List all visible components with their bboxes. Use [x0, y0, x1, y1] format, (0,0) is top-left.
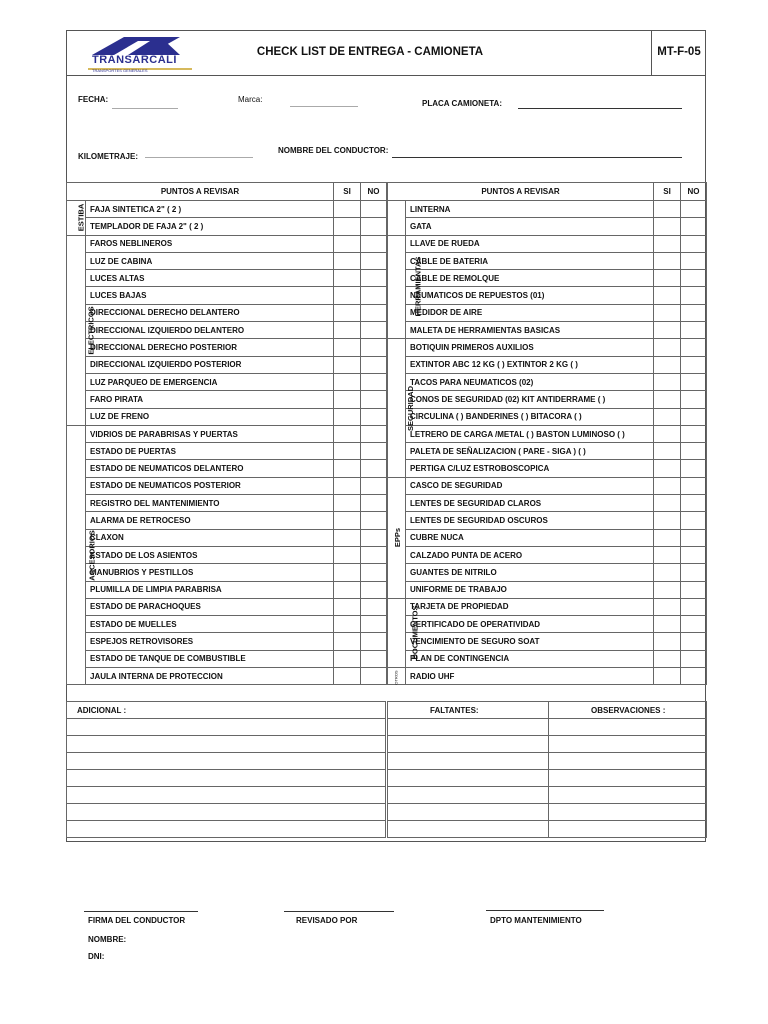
no-checkbox-cell[interactable] [681, 339, 707, 356]
category-label: ESTIBA [76, 204, 86, 232]
category-label: ACCESORIOS [87, 529, 97, 581]
checklist-row [388, 598, 707, 615]
no-checkbox-cell[interactable] [681, 581, 707, 598]
checklist-row [388, 322, 707, 339]
checklist-row [67, 391, 387, 408]
checklist-item-label: LETRERO DE CARGA /METAL ( ) BASTON LUMINOSO ( ) [406, 425, 654, 442]
fecha-label: FECHA: [78, 95, 109, 104]
no-checkbox-cell[interactable] [361, 495, 387, 512]
checklist-item-label: FAJA SINTETICA 2" ( 2 ) [86, 201, 334, 218]
checklist-item-label: MEDIDOR DE AIRE [406, 304, 654, 321]
checklist-row [67, 443, 387, 460]
checklist-item-label: BOTIQUIN PRIMEROS AUXILIOS [406, 339, 654, 356]
no-checkbox-cell[interactable] [361, 425, 387, 442]
si-checkbox-cell[interactable] [654, 356, 681, 373]
checklist-item-label: MANUBRIOS Y PESTILLOS [86, 564, 334, 581]
si-checkbox-cell[interactable] [334, 668, 361, 685]
faltantes-table [387, 701, 707, 838]
no-checkbox-cell[interactable] [681, 391, 707, 408]
no-checkbox-cell[interactable] [361, 270, 387, 287]
adicional-line[interactable] [67, 821, 386, 838]
checklist-item-label: CIRCULINA ( ) BANDERINES ( ) BITACORA ( ) [406, 408, 654, 425]
checklist-item-label: CONOS DE SEGURIDAD (02) KIT ANTIDERRAME ( ) [406, 391, 654, 408]
no-checkbox-cell[interactable] [361, 477, 387, 494]
conductor-input-line[interactable] [392, 157, 682, 158]
observaciones-line[interactable] [549, 736, 707, 753]
checklist-item-label: ESTADO DE LOS ASIENTOS [86, 546, 334, 563]
checklist-item-label: ESTADO DE PARACHOQUES [86, 598, 334, 615]
checklist-row [388, 443, 707, 460]
kilometraje-input-line[interactable] [145, 157, 253, 158]
checklist-item-label: DIRECCIONAL IZQUIERDO POSTERIOR [86, 356, 334, 373]
no-checkbox-cell[interactable] [361, 356, 387, 373]
observaciones-line[interactable] [549, 821, 707, 838]
si-checkbox-cell[interactable] [654, 546, 681, 563]
checklist-row [67, 356, 387, 373]
checklist-item-label: LUCES BAJAS [86, 287, 334, 304]
si-checkbox-cell[interactable] [334, 650, 361, 667]
checklist-row [67, 616, 387, 633]
si-checkbox-cell[interactable] [654, 391, 681, 408]
si-checkbox-cell[interactable] [654, 287, 681, 304]
checklist-row [388, 304, 707, 321]
si-checkbox-cell[interactable] [334, 616, 361, 633]
no-checkbox-cell[interactable] [361, 650, 387, 667]
checklist-row [388, 529, 707, 546]
si-checkbox-cell[interactable] [334, 408, 361, 425]
no-header: NO [681, 183, 707, 201]
checklist-item-label: CERTIFICADO DE OPERATIVIDAD [406, 616, 654, 633]
checklist-row [388, 408, 707, 425]
no-checkbox-cell[interactable] [681, 304, 707, 321]
category-cell [388, 339, 416, 477]
checklist-item-label: FAROS NEBLINEROS [86, 235, 334, 252]
faltantes-label: FALTANTES: [388, 702, 549, 719]
si-checkbox-cell[interactable] [654, 581, 681, 598]
category-label: HERRAMIENTAS [413, 257, 423, 317]
no-checkbox-cell[interactable] [681, 235, 707, 252]
faltantes-line[interactable] [388, 787, 549, 804]
checklist-row [67, 252, 387, 269]
no-checkbox-cell[interactable] [681, 218, 707, 235]
no-checkbox-cell[interactable] [361, 512, 387, 529]
si-checkbox-cell[interactable] [334, 529, 361, 546]
no-checkbox-cell[interactable] [361, 322, 387, 339]
checklist-row [67, 408, 387, 425]
checklist-row [388, 235, 707, 252]
faltantes-line[interactable] [388, 753, 549, 770]
no-checkbox-cell[interactable] [681, 356, 707, 373]
si-checkbox-cell[interactable] [654, 616, 681, 633]
checklist-item-label: LUZ DE FRENO [86, 408, 334, 425]
no-checkbox-cell[interactable] [681, 598, 707, 615]
si-checkbox-cell[interactable] [654, 460, 681, 477]
si-checkbox-cell[interactable] [654, 339, 681, 356]
firma-conductor-label: FIRMA DEL CONDUCTOR [88, 916, 186, 925]
checklist-item-label: CUBRE NUCA [406, 529, 654, 546]
no-checkbox-cell[interactable] [681, 287, 707, 304]
si-checkbox-cell[interactable] [334, 443, 361, 460]
no-checkbox-cell[interactable] [361, 529, 387, 546]
checklist-item-label: VIDRIOS DE PARABRISAS Y PUERTAS [86, 425, 334, 442]
checklist-row [67, 304, 387, 321]
adicional-line[interactable] [67, 770, 386, 787]
checklist-item-label: ESTADO DE TANQUE DE COMBUSTIBLE [86, 650, 334, 667]
checklist-item-label: TEMPLADOR DE FAJA 2" ( 2 ) [86, 218, 334, 235]
nombre-label: NOMBRE: [88, 935, 127, 944]
checklist-item-label: CASCO DE SEGURIDAD [406, 477, 654, 494]
checklist-item-label: LUZ PARQUEO DE EMERGENCIA [86, 373, 334, 390]
si-checkbox-cell[interactable] [334, 633, 361, 650]
checklist-row [388, 201, 707, 218]
si-checkbox-cell[interactable] [334, 460, 361, 477]
no-checkbox-cell[interactable] [361, 460, 387, 477]
checklist-row [67, 512, 387, 529]
adicional-label: ADICIONAL : [67, 702, 386, 719]
faltantes-line[interactable] [388, 770, 549, 787]
checklist-row [388, 581, 707, 598]
si-checkbox-cell[interactable] [654, 598, 681, 615]
checklist-item-label: ESPEJOS RETROVISORES [86, 633, 334, 650]
checklist-row [388, 460, 707, 477]
checklist-row [388, 650, 707, 667]
no-checkbox-cell[interactable] [681, 201, 707, 218]
si-checkbox-cell[interactable] [334, 477, 361, 494]
observaciones-line[interactable] [549, 804, 707, 821]
si-checkbox-cell[interactable] [334, 322, 361, 339]
si-checkbox-cell[interactable] [334, 235, 361, 252]
checklist-item-label: TARJETA DE PROPIEDAD [406, 598, 654, 615]
si-checkbox-cell[interactable] [654, 235, 681, 252]
checklist-row [388, 546, 707, 563]
no-checkbox-cell[interactable] [361, 218, 387, 235]
no-checkbox-cell[interactable] [681, 650, 707, 667]
checklist-item-label: ESTADO DE MUELLES [86, 616, 334, 633]
firma-conductor-line[interactable] [84, 911, 198, 912]
checklist-item-label: UNIFORME DE TRABAJO [406, 581, 654, 598]
checklist-row [67, 339, 387, 356]
si-checkbox-cell[interactable] [654, 477, 681, 494]
no-checkbox-cell[interactable] [361, 598, 387, 615]
si-checkbox-cell[interactable] [654, 495, 681, 512]
si-checkbox-cell[interactable] [654, 512, 681, 529]
checklist-item-label: MALETA DE HERRAMIENTAS BASICAS [406, 322, 654, 339]
checklist-row [67, 546, 387, 563]
checklist-row [67, 425, 387, 442]
no-checkbox-cell[interactable] [361, 633, 387, 650]
checklist-item-label: EXTINTOR ABC 12 KG ( ) EXTINTOR 2 KG ( ) [406, 356, 654, 373]
revisado-por-label: REVISADO POR [296, 916, 358, 925]
checklist-row [67, 668, 387, 685]
checklist-row [388, 391, 707, 408]
checklist-item-label: LINTERNA [406, 201, 654, 218]
checklist-item-label: ESTADO DE NEUMATICOS DELANTERO [86, 460, 334, 477]
checklist-row [388, 633, 707, 650]
no-checkbox-cell[interactable] [681, 495, 707, 512]
logo-subtext: TRANSPORTES GENERALES [92, 68, 148, 73]
no-checkbox-cell[interactable] [681, 270, 707, 287]
dpto-mantenimiento-line[interactable] [486, 910, 604, 911]
si-checkbox-cell[interactable] [654, 252, 681, 269]
no-checkbox-cell[interactable] [361, 235, 387, 252]
category-label: SEGURIDAD [406, 385, 416, 431]
checklist-row [388, 668, 707, 685]
no-checkbox-cell[interactable] [361, 581, 387, 598]
category-cell [67, 201, 86, 236]
no-checkbox-cell[interactable] [681, 529, 707, 546]
no-checkbox-cell[interactable] [361, 287, 387, 304]
checklist-row [388, 425, 707, 442]
si-checkbox-cell[interactable] [334, 425, 361, 442]
checklist-row [67, 598, 387, 615]
faltantes-line[interactable] [388, 719, 549, 736]
si-checkbox-cell[interactable] [654, 270, 681, 287]
si-checkbox-cell[interactable] [654, 650, 681, 667]
si-checkbox-cell[interactable] [654, 425, 681, 442]
observaciones-label: OBSERVACIONES : [549, 702, 707, 719]
si-checkbox-cell[interactable] [334, 252, 361, 269]
no-checkbox-cell[interactable] [681, 408, 707, 425]
checklist-item-label: REGISTRO DEL MANTENIMIENTO [86, 495, 334, 512]
si-checkbox-cell[interactable] [654, 201, 681, 218]
category-cell [388, 235, 423, 339]
si-checkbox-cell[interactable] [334, 495, 361, 512]
checklist-item-label: DIRECCIONAL DERECHO DELANTERO [86, 304, 334, 321]
no-checkbox-cell[interactable] [681, 564, 707, 581]
checklist-item-label: ALARMA DE RETROCESO [86, 512, 334, 529]
adicional-line[interactable] [67, 736, 386, 753]
si-checkbox-cell[interactable] [654, 443, 681, 460]
checklist-row [388, 564, 707, 581]
si-checkbox-cell[interactable] [334, 564, 361, 581]
si-checkbox-cell[interactable] [334, 287, 361, 304]
no-checkbox-cell[interactable] [681, 322, 707, 339]
checklist-item-label: FARO PIRATA [86, 391, 334, 408]
checklist-row [388, 218, 707, 235]
no-checkbox-cell[interactable] [361, 252, 387, 269]
puntos-header: PUNTOS A REVISAR [67, 183, 334, 201]
checklist-row [67, 650, 387, 667]
marca-label: Marca: [238, 95, 263, 104]
checklist-item-label: LENTES DE SEGURIDAD CLAROS [406, 495, 654, 512]
checklist-item-label: VENCIMIENTO DE SEGURO SOAT [406, 633, 654, 650]
observaciones-line[interactable] [549, 753, 707, 770]
category-cell [388, 477, 406, 598]
checklist-row [67, 373, 387, 390]
si-checkbox-cell[interactable] [654, 322, 681, 339]
faltantes-line[interactable] [388, 821, 549, 838]
no-checkbox-cell[interactable] [361, 564, 387, 581]
no-checkbox-cell[interactable] [681, 477, 707, 494]
no-checkbox-cell[interactable] [361, 546, 387, 563]
no-checkbox-cell[interactable] [361, 668, 387, 685]
no-checkbox-cell[interactable] [681, 443, 707, 460]
no-checkbox-cell[interactable] [361, 391, 387, 408]
checklist-item-label: CLAXON [86, 529, 334, 546]
no-checkbox-cell[interactable] [361, 443, 387, 460]
no-header: NO [361, 183, 387, 201]
left-checklist-table [66, 182, 387, 685]
checklist-row [388, 356, 707, 373]
no-checkbox-cell[interactable] [361, 201, 387, 218]
adicional-table [66, 701, 386, 838]
si-checkbox-cell[interactable] [334, 201, 361, 218]
checklist-row [388, 270, 707, 287]
no-checkbox-cell[interactable] [681, 633, 707, 650]
si-checkbox-cell[interactable] [654, 218, 681, 235]
category-cell [67, 235, 96, 425]
checklist-item-label: DIRECCIONAL DERECHO POSTERIOR [86, 339, 334, 356]
checklist-row [388, 373, 707, 390]
si-checkbox-cell[interactable] [334, 270, 361, 287]
dni-label: DNI: [88, 952, 105, 961]
no-checkbox-cell[interactable] [361, 616, 387, 633]
no-checkbox-cell[interactable] [361, 373, 387, 390]
placa-input-line[interactable] [518, 108, 682, 109]
checklist-row [67, 270, 387, 287]
checklist-item-label: LUZ DE CABINA [86, 252, 334, 269]
si-checkbox-cell[interactable] [654, 668, 681, 685]
no-checkbox-cell[interactable] [361, 339, 387, 356]
conductor-label: NOMBRE DEL CONDUCTOR: [278, 146, 389, 155]
fecha-input-line[interactable] [112, 108, 178, 109]
checklist-row [388, 477, 707, 494]
si-checkbox-cell[interactable] [654, 633, 681, 650]
checklist-row [67, 477, 387, 494]
adicional-line[interactable] [67, 753, 386, 770]
checklist-item-label: GATA [406, 218, 654, 235]
si-checkbox-cell[interactable] [334, 339, 361, 356]
category-label: ELECTRICOS [86, 306, 96, 355]
checklist-item-label: CALZADO PUNTA DE ACERO [406, 546, 654, 563]
si-checkbox-cell[interactable] [334, 218, 361, 235]
si-checkbox-cell[interactable] [334, 356, 361, 373]
puntos-header: PUNTOS A REVISAR [388, 183, 654, 201]
si-header: SI [654, 183, 681, 201]
dpto-mantenimiento-label: DPTO MANTENIMIENTO [490, 916, 582, 925]
checklist-item-label: TACOS PARA NEUMATICOS (02) [406, 373, 654, 390]
checklist-row [388, 512, 707, 529]
category-cell [388, 201, 406, 236]
checklist-item-label: CABLE DE BATERIA [406, 252, 654, 269]
si-checkbox-cell[interactable] [334, 373, 361, 390]
checklist-row [67, 201, 387, 218]
adicional-line[interactable] [67, 804, 386, 821]
checklist-row [67, 529, 387, 546]
checklist-item-label: PERTIGA C/LUZ ESTROBOSCOPICA [406, 460, 654, 477]
si-checkbox-cell[interactable] [654, 564, 681, 581]
category-cell [388, 668, 406, 685]
checklist-row [67, 460, 387, 477]
checklist-item-label: DIRECCIONAL IZQUIERDO DELANTERO [86, 322, 334, 339]
no-checkbox-cell[interactable] [681, 425, 707, 442]
observaciones-line[interactable] [549, 787, 707, 804]
revisado-por-line[interactable] [284, 911, 394, 912]
document-code: MT-F-05 [657, 46, 701, 58]
observaciones-line[interactable] [549, 719, 707, 736]
checklist-row [67, 235, 387, 252]
category-cell [388, 598, 420, 667]
si-checkbox-cell[interactable] [334, 391, 361, 408]
checklist-row [67, 495, 387, 512]
right-checklist-table [387, 182, 707, 685]
logo-text: TRANSARCALI [92, 54, 177, 66]
checklist-item-label: ESTADO DE PUERTAS [86, 443, 334, 460]
checklist-row [67, 287, 387, 304]
no-checkbox-cell[interactable] [681, 668, 707, 685]
checklist-row [67, 218, 387, 235]
category-cell [67, 425, 97, 684]
adicional-line[interactable] [67, 719, 386, 736]
si-checkbox-cell[interactable] [334, 304, 361, 321]
checklist-item-label: CABLE DE REMOLQUE [406, 270, 654, 287]
faltantes-line[interactable] [388, 804, 549, 821]
checklist-item-label: ESTADO DE NEUMATICOS POSTERIOR [86, 477, 334, 494]
si-checkbox-cell[interactable] [334, 512, 361, 529]
no-checkbox-cell[interactable] [361, 408, 387, 425]
logo [84, 33, 196, 73]
checklist-item-label: NEUMATICOS DE REPUESTOS (01) [406, 287, 654, 304]
checklist-item-label: PLUMILLA DE LIMPIA PARABRISA [86, 581, 334, 598]
checklist-row [388, 495, 707, 512]
si-checkbox-cell[interactable] [334, 581, 361, 598]
document-title: CHECK LIST DE ENTREGA - CAMIONETA [256, 46, 484, 58]
checklist-row [388, 339, 707, 356]
kilometraje-label: KILOMETRAJE: [78, 152, 138, 161]
checklist-row [67, 633, 387, 650]
si-checkbox-cell[interactable] [654, 529, 681, 546]
category-label: EPPs [393, 528, 403, 548]
si-checkbox-cell[interactable] [334, 546, 361, 563]
adicional-line[interactable] [67, 787, 386, 804]
si-checkbox-cell[interactable] [334, 598, 361, 615]
si-header: SI [334, 183, 361, 201]
no-checkbox-cell[interactable] [681, 252, 707, 269]
no-checkbox-cell[interactable] [681, 460, 707, 477]
checklist-item-label: JAULA INTERNA DE PROTECCION [86, 668, 334, 685]
checklist-item-label: RADIO UHF [406, 668, 654, 685]
transarcali-logo-icon [84, 33, 196, 73]
checklist-item-label: LUCES ALTAS [86, 270, 334, 287]
si-checkbox-cell[interactable] [654, 304, 681, 321]
no-checkbox-cell[interactable] [361, 304, 387, 321]
checklist-row [388, 252, 707, 269]
category-label: DOCUMENTOS [410, 605, 420, 660]
checklist-item-label: PLAN DE CONTINGENCIA [406, 650, 654, 667]
faltantes-line[interactable] [388, 736, 549, 753]
checklist-item-label: PALETA DE SEÑALIZACION ( PARE - SIGA ) ( ) [406, 443, 654, 460]
no-checkbox-cell[interactable] [681, 546, 707, 563]
marca-input-line[interactable] [290, 106, 358, 107]
checklist-item-label: LENTES DE SEGURIDAD OSCUROS [406, 512, 654, 529]
checklist-row [67, 564, 387, 581]
si-checkbox-cell[interactable] [654, 373, 681, 390]
checklist-item-label: GUANTES DE NITRILO [406, 564, 654, 581]
no-checkbox-cell[interactable] [681, 373, 707, 390]
no-checkbox-cell[interactable] [681, 616, 707, 633]
category-label: OTROS [393, 670, 399, 685]
si-checkbox-cell[interactable] [654, 408, 681, 425]
checklist-row [67, 581, 387, 598]
no-checkbox-cell[interactable] [681, 512, 707, 529]
checklist-row [388, 287, 707, 304]
observaciones-line[interactable] [549, 770, 707, 787]
placa-label: PLACA CAMIONETA: [422, 99, 502, 108]
checklist-row [388, 616, 707, 633]
checklist-row [67, 322, 387, 339]
checklist-item-label: LLAVE DE RUEDA [406, 235, 654, 252]
